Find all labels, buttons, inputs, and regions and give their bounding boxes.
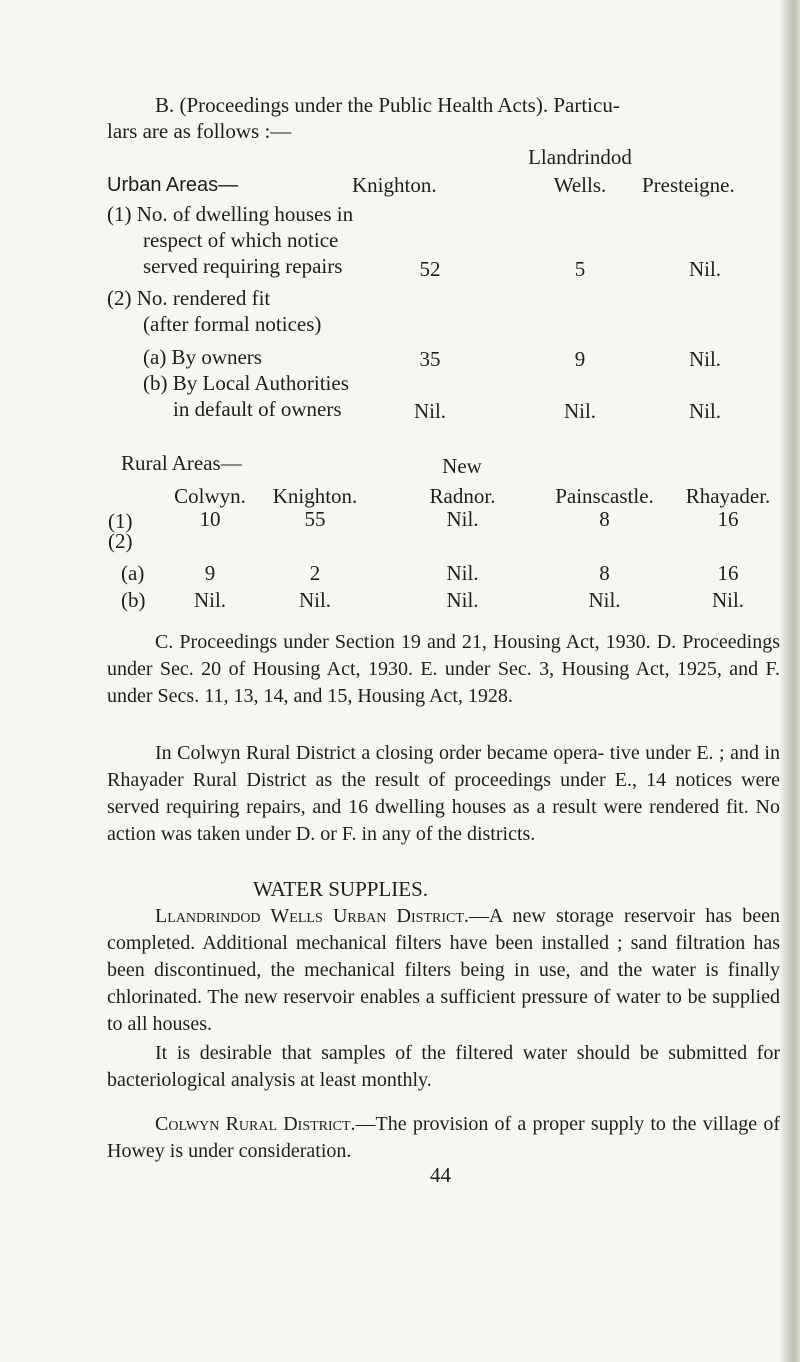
- urban-row2a-presteigne: Nil.: [688, 347, 722, 371]
- rural-rowb-radnor: Nil.: [446, 588, 479, 612]
- rural-rowb-label: (b): [121, 588, 146, 612]
- urban-row2a-llandrindod: 9: [574, 347, 586, 371]
- rural-rowa-painscastle: 8: [599, 561, 610, 585]
- urban-row2b-knighton: Nil.: [413, 399, 447, 423]
- paragraph-samples: [107, 1040, 780, 1094]
- water-supplies-heading: WATER SUPPLIES.: [253, 877, 429, 901]
- rural-col-radnor: Radnor.: [429, 484, 496, 508]
- rural-rowb-colwyn: Nil.: [193, 588, 227, 612]
- intro-line-1: B. (Proceedings under the Public Health Acts). Particu-: [155, 93, 620, 117]
- rural-rowa-radnor: Nil.: [446, 561, 479, 585]
- urban-row1-line1: (1) No. of dwelling houses in: [107, 202, 354, 226]
- urban-row2b-presteigne: Nil.: [688, 399, 722, 423]
- urban-row2b-line2: in default of owners: [173, 397, 342, 421]
- urban-row2a-knighton: 35: [419, 347, 441, 371]
- llandrindod-text: —A new storage reservoir has been completed. Additional mechanical filters have been installed ; sand filtration has been discontinued, the mechanical filters being in use, and the water is finally chlorinated. The new reservoir enables a sufficient pressure of water to be supplied to all houses.: [107, 905, 781, 1035]
- paragraph-proceedings-text: C. Proceedings under Section 19 and 21, Housing Act, 1930. D. Proceedings under Sec. 20 of Housing Act, 1930. E. under Sec. 3, Housing Act, 1925, and F. under Secs. 11, 13, 14, and 15, Housing Act, 1928.: [107, 631, 780, 707]
- colwyn-rural-heading: Colwyn Rural District.: [155, 1113, 356, 1135]
- intro-line-2: lars are as follows :—: [107, 119, 292, 143]
- urban-row1-line2: respect of which notice: [143, 228, 339, 252]
- rural-rowa-knighton: 2: [309, 561, 321, 585]
- rural-row2-label: (2): [108, 529, 133, 553]
- rural-rowa-colwyn: 9: [204, 561, 216, 585]
- urban-areas-label: Urban Areas—: [107, 174, 239, 196]
- paragraph-colwyn-closing-order: [107, 740, 780, 848]
- urban-row2-line2: (after formal notices): [143, 312, 322, 336]
- rural-col-painscastle: Painscastle.: [555, 484, 654, 508]
- rural-rowb-painscastle: Nil.: [588, 588, 621, 612]
- urban-row2b-llandrindod: Nil.: [563, 399, 597, 423]
- urban-col-llandrindod: Llandrindod: [528, 145, 632, 169]
- urban-row1-knighton: 52: [419, 257, 441, 281]
- paragraph-samples-text: It is desirable that samples of the filtered water should be submitted for bacteriological analysis at least monthly.: [107, 1042, 780, 1091]
- urban-row2a-label: (a) By owners: [143, 345, 262, 369]
- urban-col-wells: Wells.: [553, 173, 607, 197]
- page-number: 44: [430, 1163, 451, 1187]
- rural-row1-label: (1): [108, 509, 133, 533]
- rural-row1-colwyn: 10: [199, 507, 221, 531]
- paragraph-colwyn-text: In Colwyn Rural District a closing order became opera- tive under E. ; and in Rhayader Rural District as the result of proceedings under E., 14 notices were served requiring repairs, and 16 dwelling houses as a result were rendered fit. No action was taken under D. or F. in any of the districts.: [107, 742, 780, 845]
- urban-row1-llandrindod: 5: [574, 257, 586, 281]
- page-edge-shadow: [780, 0, 800, 1362]
- rural-row1-radnor: Nil.: [446, 507, 479, 531]
- urban-col-knighton: Knighton.: [352, 173, 437, 197]
- rural-rowa-label: (a): [121, 561, 145, 585]
- urban-row1-presteigne: Nil.: [688, 257, 722, 281]
- paragraph-proceedings: [107, 629, 780, 710]
- rural-col-knighton: Knighton.: [272, 484, 358, 508]
- rural-rowb-rhayader: Nil.: [711, 588, 745, 612]
- rural-row1-painscastle: 8: [599, 507, 610, 531]
- rural-rowb-knighton: Nil.: [298, 588, 332, 612]
- rural-col-colwyn: Colwyn.: [174, 484, 246, 508]
- rural-row1-rhayader: 16: [717, 507, 739, 531]
- paragraph-llandrindod: [107, 903, 780, 1038]
- rural-col-new: New: [442, 454, 482, 478]
- urban-row2-line1: (2) No. rendered fit: [107, 286, 271, 310]
- llandrindod-heading: Llandrindod Wells Urban District.: [155, 905, 469, 927]
- urban-row1-line3: served requiring repairs: [143, 254, 343, 278]
- rural-areas-label: Rural Areas—: [121, 451, 242, 475]
- urban-row2b-line1: (b) By Local Authorities: [143, 371, 349, 395]
- paragraph-colwyn-rural: [107, 1111, 780, 1165]
- rural-col-rhayader: Rhayader.: [685, 484, 771, 508]
- rural-row1-knighton: 55: [304, 507, 326, 531]
- colwyn-rural-text: —The provision of a proper supply to the village of Howey is under consideration.: [107, 1113, 780, 1162]
- urban-col-presteigne: Presteigne.: [642, 173, 735, 197]
- rural-rowa-rhayader: 16: [717, 561, 739, 585]
